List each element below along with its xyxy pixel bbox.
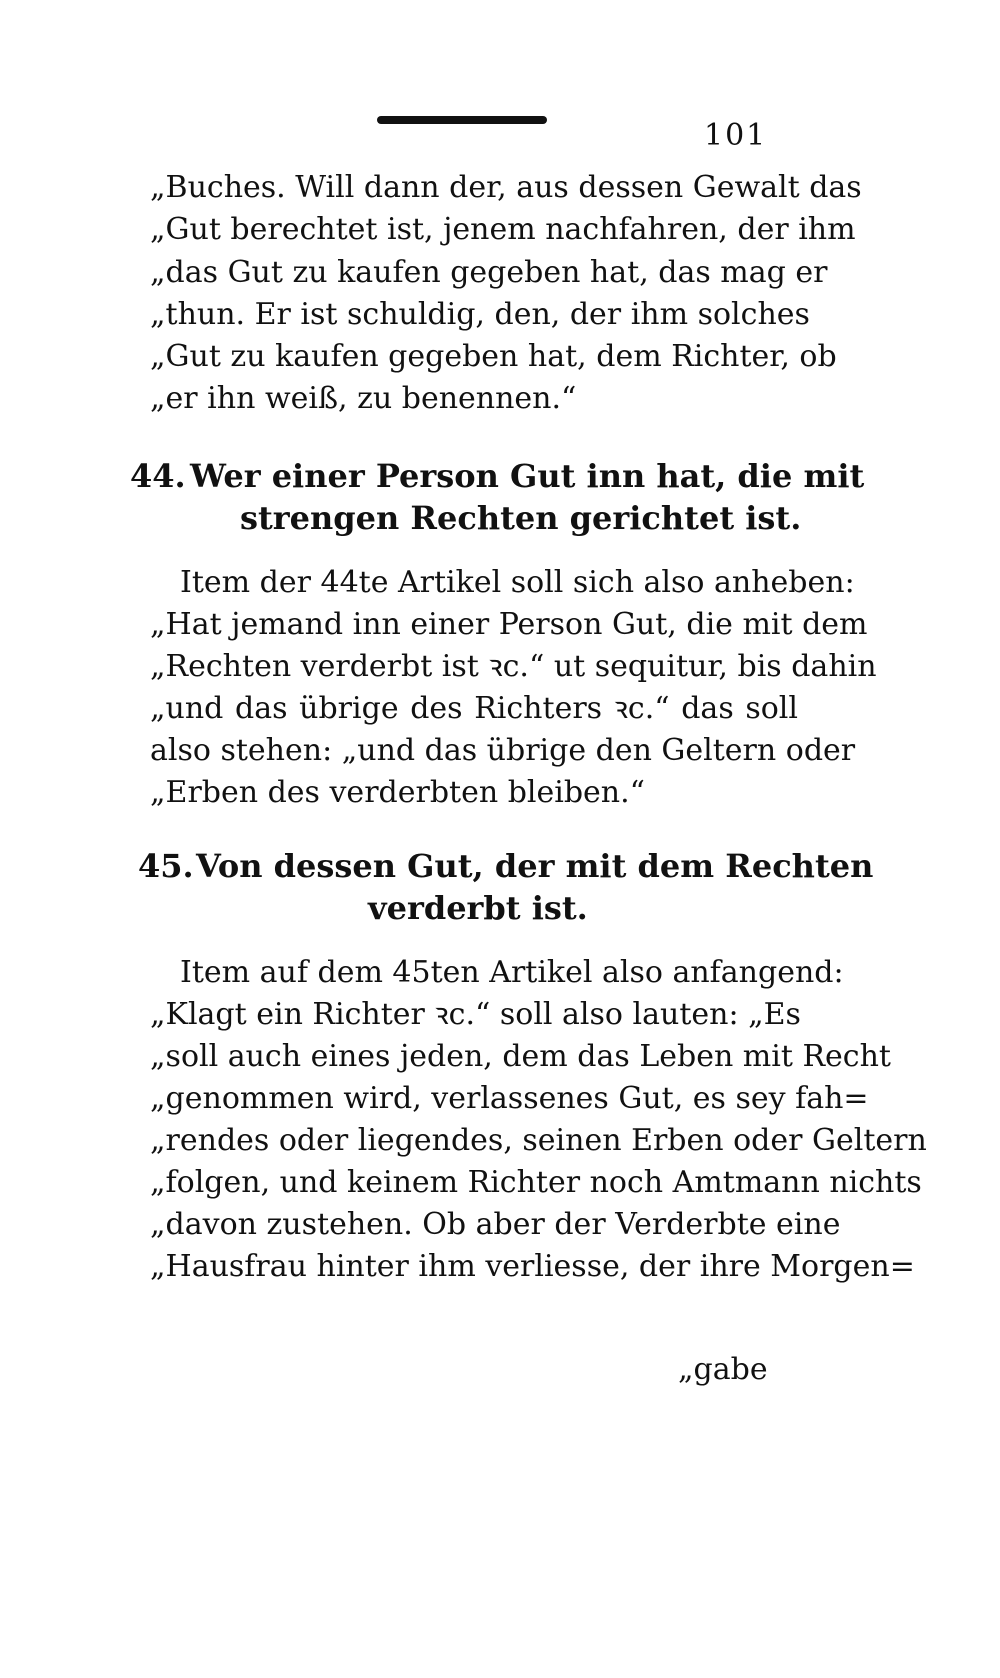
section-title: Von dessen Gut, der mit dem Rechten	[196, 847, 874, 885]
text-line: „Rechten verderbt ist ꝛc.“ ut sequitur, bis dahin	[150, 649, 877, 684]
text-line: „genommen wird, verlassenes Gut, es sey fah=	[150, 1081, 869, 1116]
text-line: „das Gut zu kaufen gegeben hat, das mag er	[150, 255, 828, 290]
section-title: Wer einer Person Gut inn hat, die mit	[190, 457, 865, 495]
text-line: „Hat jemand inn einer Person Gut, die mit dem	[150, 607, 868, 642]
section-title: strengen Rechten gerichtet ist.	[240, 499, 802, 537]
text-line: „davon zustehen. Ob aber der Verderbte eine	[150, 1207, 841, 1242]
text-line: also stehen: „und das übrige den Geltern oder	[150, 733, 856, 768]
text-line: „Gut zu kaufen gegeben hat, dem Richter, ob	[150, 339, 837, 374]
text-line: „Gut berechtet ist, jenem nachfahren, der ihm	[150, 212, 856, 247]
text-line: „folgen, und keinem Richter noch Amtmann nichts	[150, 1165, 922, 1200]
text-line: „Hausfrau hinter ihm verliesse, der ihre Morgen=	[150, 1249, 915, 1284]
text-line: „Erben des verderbten bleiben.“	[150, 775, 645, 810]
text-line: „und das übrige des Richters ꝛc.“ das soll	[150, 691, 798, 726]
text-line: „soll auch eines jeden, dem das Leben mit Recht	[150, 1039, 891, 1074]
header-rule	[377, 116, 547, 124]
text-line: Item der 44te Artikel soll sich also anheben:	[180, 565, 855, 600]
text-line: „Buches. Will dann der, aus dessen Gewalt das	[150, 170, 862, 205]
text-line: „rendes oder liegendes, seinen Erben oder Geltern	[150, 1123, 927, 1158]
text-line: „Klagt ein Richter ꝛc.“ soll also lauten: „Es	[150, 997, 801, 1032]
catchword: „gabe	[678, 1352, 768, 1387]
page-number: 101	[704, 118, 768, 153]
section-title: verderbt ist.	[368, 889, 588, 927]
text-line: „thun. Er ist schuldig, den, der ihm solches	[150, 297, 810, 332]
text-line: „er ihn weiß, zu benennen.“	[150, 381, 577, 416]
section-number: 45.	[138, 847, 194, 885]
section-number: 44.	[130, 457, 186, 495]
text-line: Item auf dem 45ten Artikel also anfangend:	[180, 955, 844, 990]
